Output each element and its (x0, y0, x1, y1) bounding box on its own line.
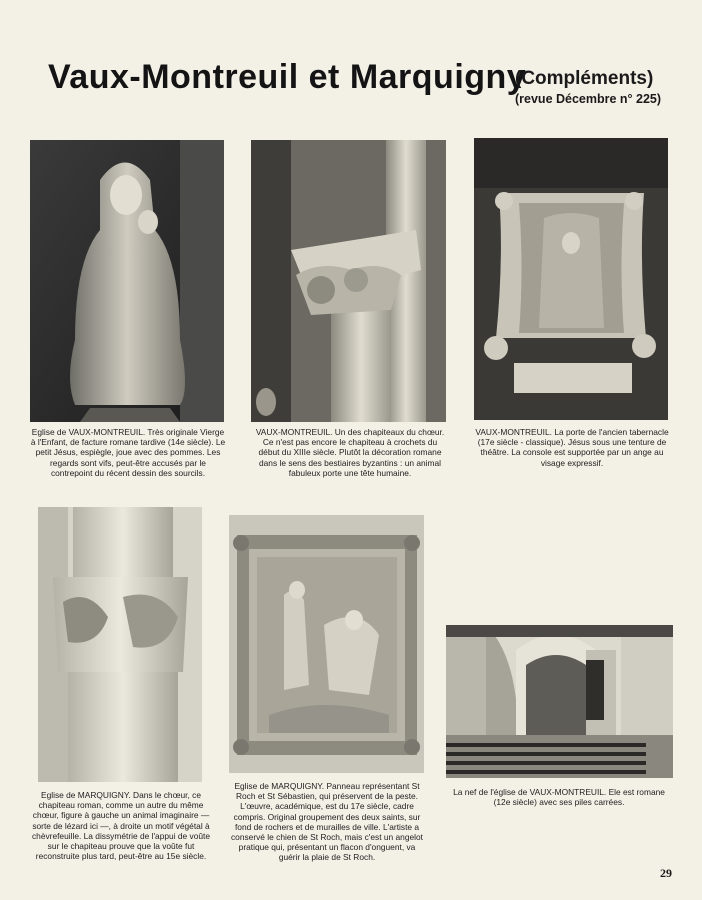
photo-tabernacle-door (474, 138, 668, 420)
photo-virgin-and-child (30, 140, 224, 422)
caption-capital-vaux-montreuil: VAUX-MONTREUIL. Un des chapiteaux du chœur. Ce n'est pas encore le chapiteau à crochets du début du XIIIe siècle. Plutôt la décoration romane dans le sens des bestiaires byzantins : un animal fabuleux porte une tête humaine. (255, 427, 445, 478)
photo-panel-st-roch-st-sebastien (229, 515, 424, 773)
page-number: 29 (660, 866, 672, 880)
page-title: Vaux-Montreuil et Marquigny (48, 58, 527, 96)
caption-nave-vaux-montreuil: La nef de l'église de VAUX-MONTREUIL. Ele est romane (12e siècle) avec ses piles carrées. (453, 787, 665, 808)
caption-capital-marquigny: Eglise de MARQUIGNY. Dans le chœur, ce chapiteau roman, comme un autre du même chœur, figure à gauche un animal imaginaire — sorte de lézard ici —, à droite un motif végétal à chèvrefeuille. La dissymétrie de l'appui de voûte sur le chapiteau prouve que la voûte fut reconstruite plus tard, peut-être au 15e siècle. (31, 790, 211, 862)
photo-capital-vaux-montreuil (251, 140, 446, 422)
caption-virgin-and-child: Eglise de VAUX-MONTREUIL. Très originale Vierge à l'Enfant, de facture romane tardive (14e siècle). Le petit Jésus, espiègle, joue avec des pommes. Les regards sont vifs, peut-être accusés par le contrepoint du récent dessin des sourcils. (30, 427, 226, 478)
photo-nave-vaux-montreuil (446, 625, 673, 778)
caption-panel-st-roch: Eglise de MARQUIGNY. Panneau représentant St Roch et St Sébastien, qui préservent de la peste. L'œuvre, académique, est du 17e siècle, cadre compris. Original groupement des deux saints, sur fond de rochers et de murailles de ville. L'artiste a conservé le chien de St Roch, mais c'est un angelot pratique qui, présentant un flacon d'onguent, va guérir la plaie de St Roch. (230, 781, 423, 863)
caption-tabernacle-door: VAUX-MONTREUIL. La porte de l'ancien tabernacle (17e siècle - classique). Jésus sous une tenture de théâtre. La console est supportée par un ange au visage expressif. (475, 427, 669, 468)
page-subtitle: (Compléments) (515, 68, 654, 89)
issue-reference: (revue Décembre n° 225) (515, 92, 662, 106)
photo-capital-marquigny (38, 507, 202, 782)
